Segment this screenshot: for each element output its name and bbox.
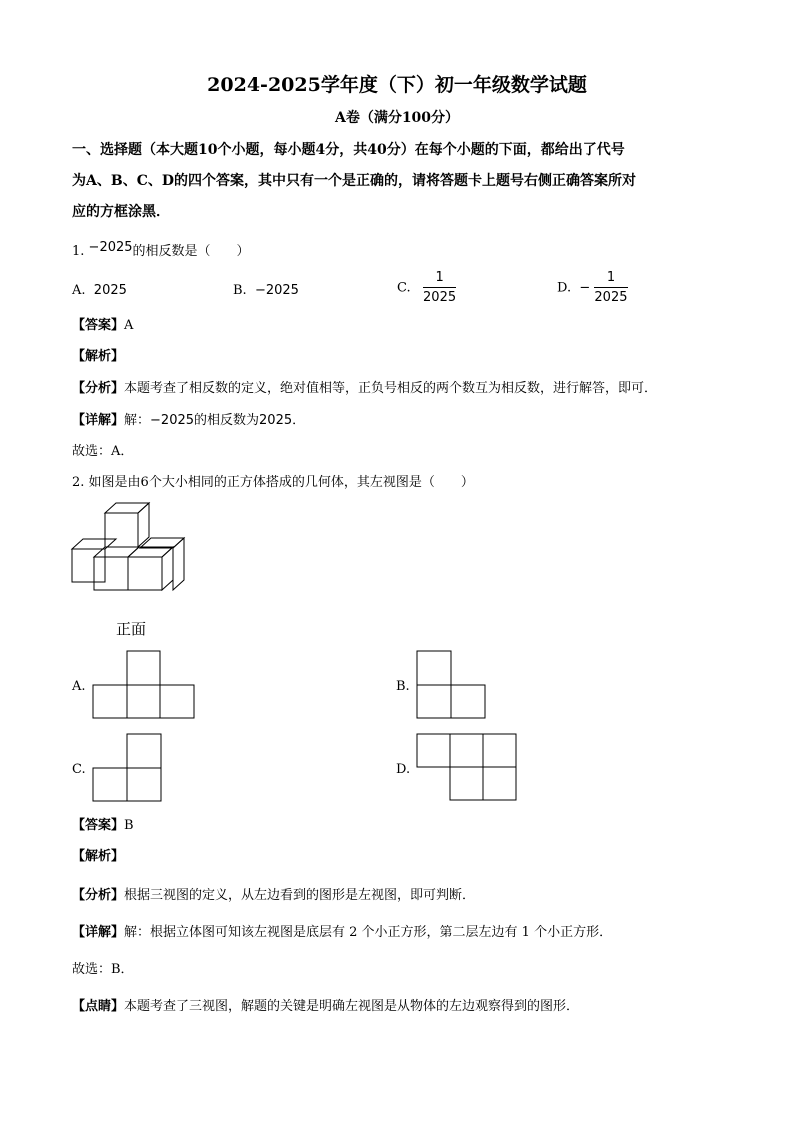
q1-fenxi-text: 本题考查了相反数的定义，绝对值相等，正负号相反的两个数互为相反数，进行解答，即可．	[124, 381, 658, 396]
q1-option-b-label: B.	[233, 283, 247, 298]
q2-dianjing-text: 本题考查了三视图，解题的关键是明确左视图是从物体的左边观察得到的图形．	[124, 999, 580, 1014]
q1-option-c-denominator: 2025	[423, 290, 457, 305]
q1-xiangjie-math-1: −2025	[150, 413, 195, 428]
q2-dianjing	[72, 998, 579, 1016]
q2-answer-tag: 【答案】	[72, 818, 125, 833]
q1-xiangjie-tag: 【详解】	[72, 413, 125, 428]
q1-option-c-label: C.	[397, 280, 411, 296]
page-title: 2024-2025学年度（下）初一年级数学试题	[207, 74, 587, 96]
q1-fenxi-tag: 【分析】	[72, 381, 125, 396]
q1-option-d-denominator: 2025	[594, 290, 628, 305]
q2-xiangjie-text: 解：根据立体图可知该左视图是底层有 2 个小正方形，第二层左边有 1 个小正方形．	[124, 925, 613, 940]
q1-number: 1.	[72, 244, 85, 259]
q1-option-a-value: 2025	[93, 283, 127, 298]
q1-option-d-sign: −	[579, 280, 591, 296]
q2-option-d-label: D.	[396, 762, 411, 777]
q2-fenxi-tag: 【分析】	[72, 888, 125, 903]
q1-option-d-numerator: 1	[594, 270, 627, 288]
q1-xiangjie-end: ．	[292, 413, 306, 428]
q1-xiangjie-mid: 的相反数为	[194, 413, 260, 428]
q1-stem-text: 的相反数是（ ）	[132, 244, 250, 259]
q1-option-b-value: −2025	[254, 283, 299, 298]
section-instruction-line-2: 为A、B、C、D的四个答案，其中只有一个是正确的，请将答题卡上题号右侧正确答案所对	[72, 173, 636, 189]
q1-xiangjie-math-2: 2025	[259, 413, 293, 428]
q2-number: 2.	[72, 475, 85, 490]
q2-answer	[72, 817, 134, 835]
q2-analysis-tag: 【解析】	[72, 849, 125, 864]
q1-answer-tag: 【答案】	[72, 318, 125, 333]
q1-choose: 故选：A．	[72, 444, 134, 459]
section-instruction-line-3: 应的方框涂黑．	[72, 204, 170, 220]
q2-xiangjie-tag: 【详解】	[72, 925, 125, 940]
q2-xiangjie	[72, 924, 612, 942]
section-instruction-line-1: 一、选择题（本大题10个小题，每小题4分，共40分）在每个小题的下面，都给出了代号	[72, 142, 625, 158]
q2-dianjing-tag: 【点睛】	[72, 999, 125, 1014]
q2-option-c-label: C.	[72, 762, 86, 777]
page-subtitle: A卷（满分100分）	[334, 110, 460, 126]
q1-xiangjie-pre: 解：	[124, 413, 151, 428]
q2-answer-value: B	[124, 818, 134, 833]
q2-fenxi	[72, 887, 475, 905]
q1-option-a-label: A.	[72, 283, 86, 298]
q2-option-b-label: B.	[396, 679, 410, 694]
q2-fenxi-text: 根据三视图的定义，从左边看到的图形是左视图，即可判断．	[124, 888, 476, 903]
q1-option-c-numerator: 1	[423, 270, 456, 288]
q2-option-a-label: A.	[72, 679, 86, 694]
q1-stem-math: −2025	[88, 240, 133, 255]
q1-answer-value: A	[124, 318, 134, 333]
q2-stem-text: 如图是由6个大小相同的正方体搭成的几何体，其左视图是（ ）	[88, 475, 474, 490]
front-face-label: 正面	[116, 620, 147, 638]
q1-analysis-tag: 【解析】	[72, 349, 125, 364]
q2-choose: 故选：B．	[72, 962, 134, 977]
q1-option-d-label: D.	[557, 280, 572, 296]
